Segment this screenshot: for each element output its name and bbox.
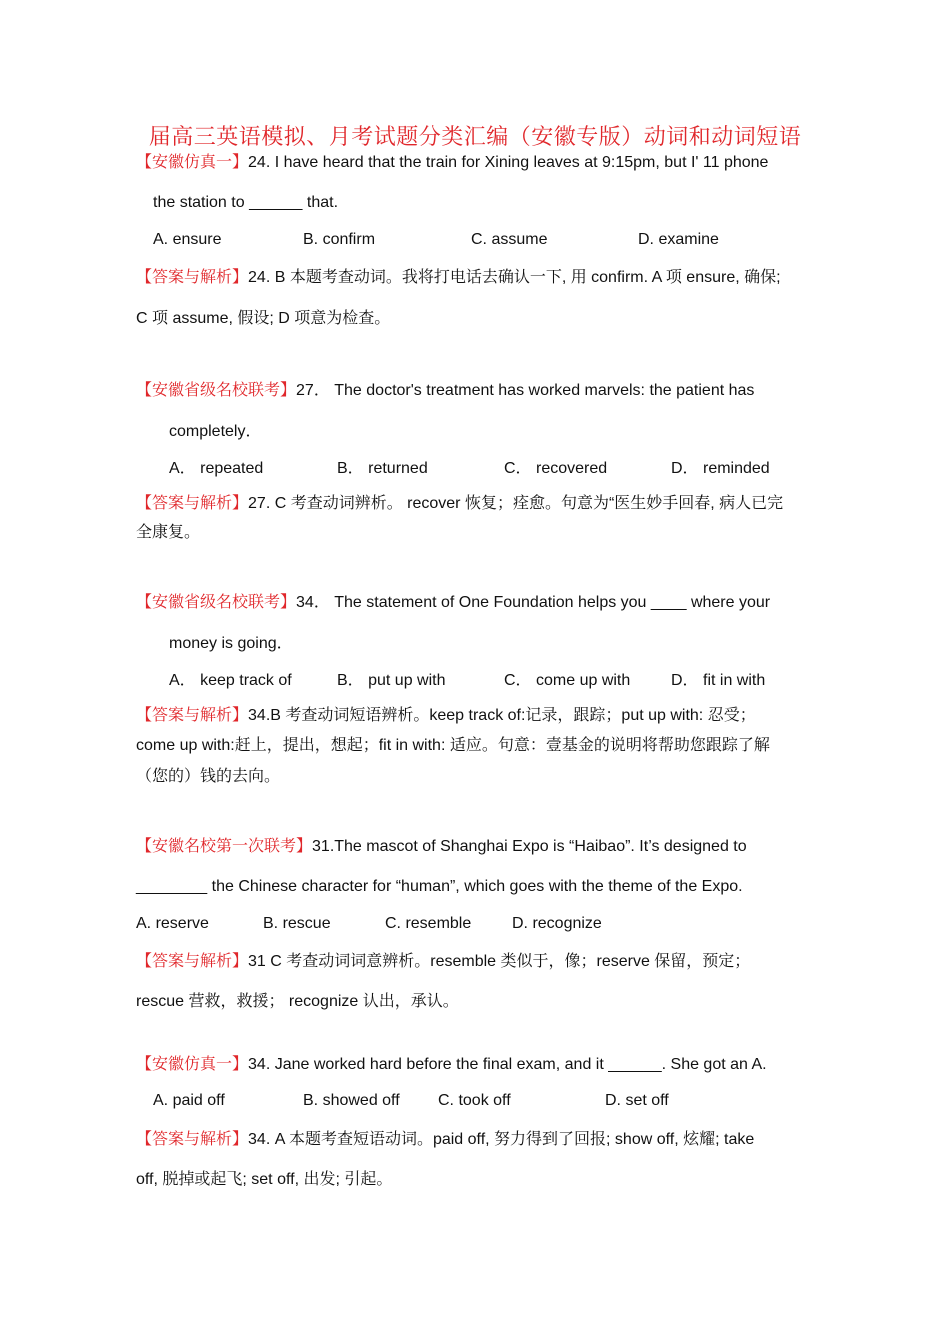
answer-text: 34. A 本题考查短语动词。paid off, 努力得到了回报; show off, 炫耀; take [248, 1131, 755, 1148]
option-c: C. resemble [385, 915, 472, 932]
answer-tag: 【答案与解析】 [136, 1129, 249, 1148]
page-title: 届高三英语模拟、月考试题分类汇编（安徽专版）动词和动词短语 [148, 125, 802, 150]
option-d: D. examine [638, 231, 719, 248]
question-31 [136, 836, 747, 857]
question-text-cont: money is going． [169, 635, 293, 652]
option-b: B. showed off [303, 1092, 400, 1109]
question-text: 31.The mascot of Shanghai Expo is “Haibao”. It’s designed to [312, 838, 747, 855]
option-d: D． reminded [671, 460, 770, 477]
answer-text-cont: C 项 assume, 假设; D 项意为检查。 [136, 310, 391, 327]
answer-text-cont: come up with:赶上，提出，想起；fit in with: 适应。句意：壹基金的说明将帮助您跟踪了解 [136, 737, 770, 754]
option-a: A． keep track of [169, 672, 292, 689]
answer-34 [136, 705, 756, 726]
question-text: 34． The statement of One Foundation helps you ____ where your [296, 594, 771, 611]
answer-34b [136, 1129, 754, 1150]
option-b: B． returned [337, 460, 428, 477]
option-d: D. set off [605, 1092, 669, 1109]
option-d: D． fit in with [671, 672, 766, 689]
answer-text: 31 C 考查动词词意辨析。resemble 类似于，像；reserve 保留，预定； [248, 953, 751, 970]
question-text-cont: completely． [169, 423, 262, 440]
answer-text-cont: rescue 营救，救援； recognize 认出，承认。 [136, 993, 459, 1010]
option-a: A. ensure [153, 231, 222, 248]
question-27 [136, 380, 754, 401]
question-text: 24. I have heard that the train for Xining leaves at 9:15pm, but I' 11 phone [248, 154, 769, 171]
answer-text-cont: （您的）钱的去向。 [136, 768, 281, 785]
answer-tag: 【答案与解析】 [136, 267, 249, 286]
source-tag: 【安徽仿真一】 [136, 1054, 249, 1073]
answer-text: 27. C 考查动词辨析。 recover 恢复；痊愈。句意为“医生妙手回春, 病人已完 [248, 495, 784, 512]
option-a: A． repeated [169, 460, 264, 477]
source-tag: 【安徽省级名校联考】 [136, 380, 297, 399]
question-text: 34. Jane worked hard before the final exam, and it ______. She got an A. [248, 1056, 767, 1073]
option-c: C. assume [471, 231, 548, 248]
option-c: C． recovered [504, 460, 608, 477]
answer-text: 24. B 本题考查动词。我将打电话去确认一下, 用 confirm. A 项 ensure, 确保; [248, 269, 781, 286]
question-text-cont: the station to ______ that. [153, 194, 339, 211]
answer-tag: 【答案与解析】 [136, 705, 249, 724]
answer-31 [136, 951, 750, 972]
option-c: C． come up with [504, 672, 631, 689]
option-b: B. confirm [303, 231, 376, 248]
option-a: A. paid off [153, 1092, 225, 1109]
question-34 [136, 592, 770, 613]
answer-tag: 【答案与解析】 [136, 951, 249, 970]
answer-text-cont: off, 脱掉或起飞; set off, 出发; 引起。 [136, 1171, 393, 1188]
answer-tag: 【答案与解析】 [136, 493, 249, 512]
option-d: D. recognize [512, 915, 602, 932]
question-24 [136, 152, 768, 173]
answer-27 [136, 493, 783, 514]
source-tag: 【安徽省级名校联考】 [136, 592, 297, 611]
answer-text: 34.B 考查动词短语辨析。keep track of:记录，跟踪；put up with: 忍受； [248, 707, 756, 724]
question-text-cont: ________ the Chinese character for “human”, which goes with the theme of the Expo. [136, 878, 743, 895]
option-a: A. reserve [136, 915, 209, 932]
option-b: B. rescue [263, 915, 331, 932]
source-tag: 【安徽仿真一】 [136, 152, 249, 171]
option-c: C. took off [438, 1092, 511, 1109]
answer-text-cont: 全康复。 [136, 524, 201, 541]
source-tag: 【安徽名校第一次联考】 [136, 836, 313, 855]
question-text: 27． The doctor's treatment has worked marvels: the patient has [296, 382, 755, 399]
answer-24 [136, 267, 781, 288]
option-b: B． put up with [337, 672, 446, 689]
question-34b [136, 1054, 767, 1075]
